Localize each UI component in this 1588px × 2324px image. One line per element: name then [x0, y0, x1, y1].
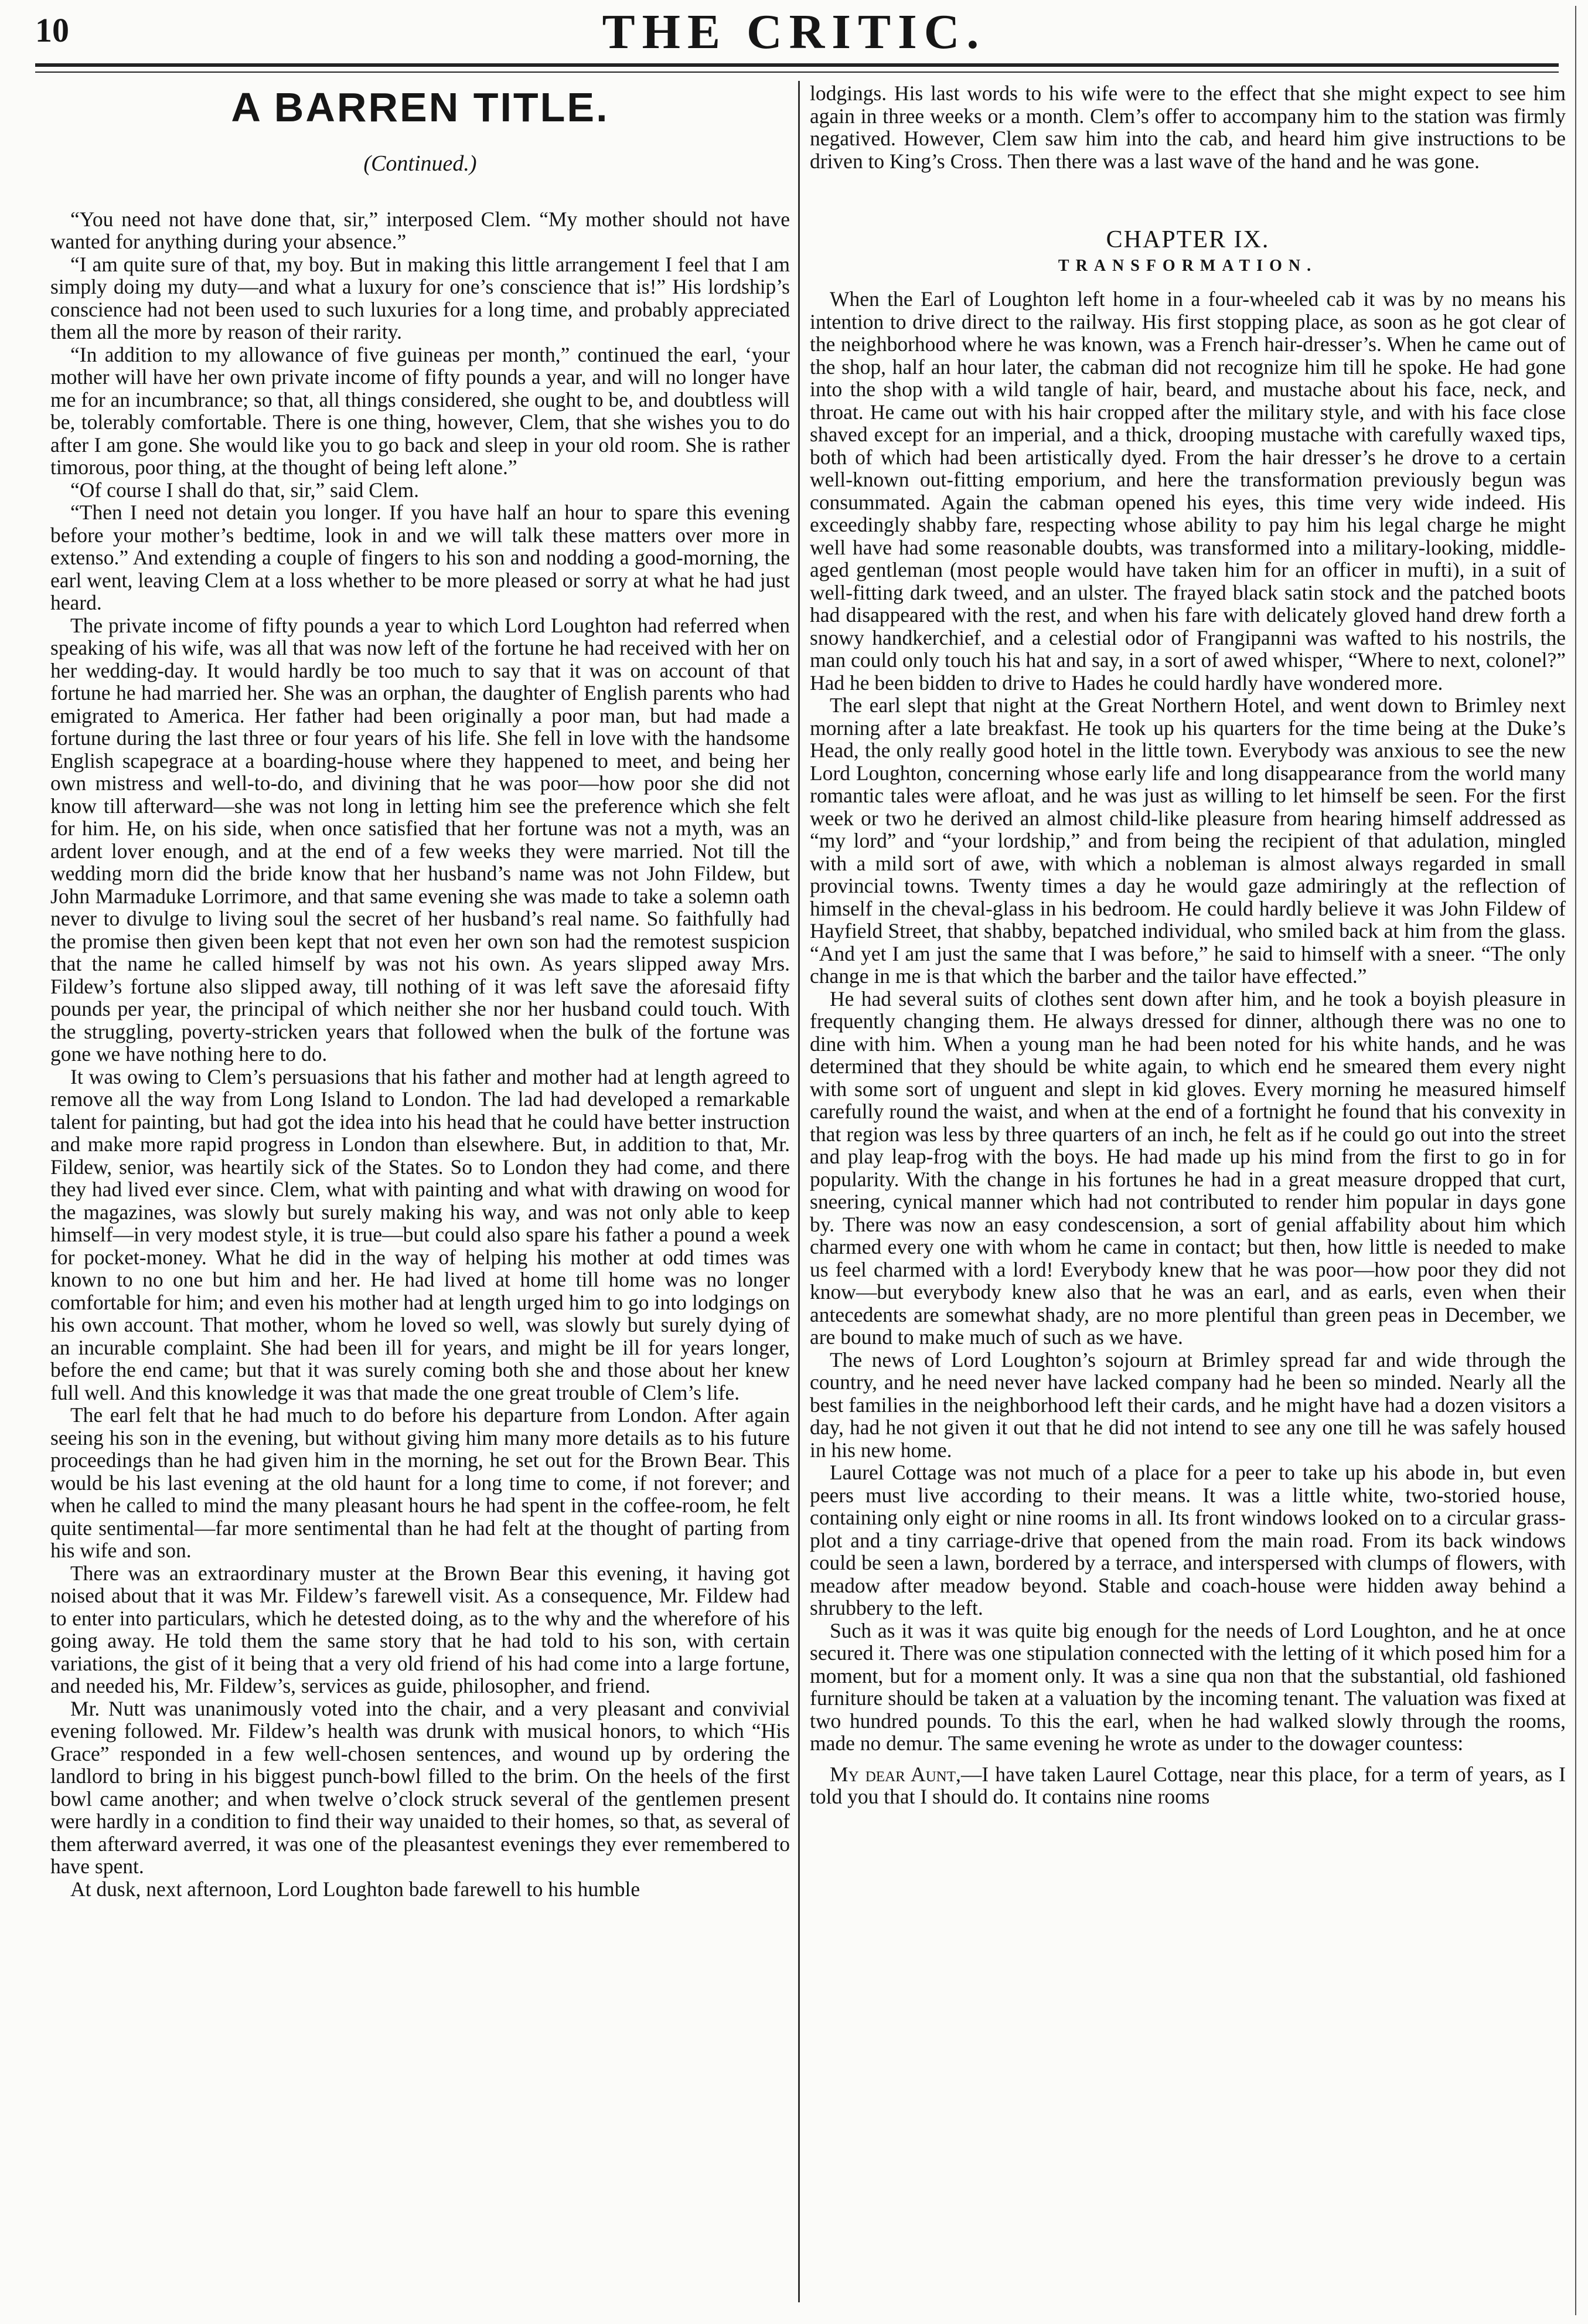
paragraph: There was an extraordinary muster at the Brown Bear this evening, it having got noised about that it was Mr. Fildew’s farewell visit. As a consequence, Mr. Fildew had to enter into particulars, which he detested doing, as to the why and the wherefore of his going away. He told them the same story that he had told to his son, with certain variations, the gist of it being that a very old friend of his had come into a large fortune, and needed his, Mr. Fildew’s, services as guide, philosopher, and friend.	[50, 1561, 790, 1697]
letter-text: —I have taken Laurel Cottage, near this place, for a term of years, as I told you that I should do. It contains nine rooms	[810, 1762, 1566, 1808]
paragraph: “Of course I shall do that, sir,” said Clem.	[70, 478, 420, 502]
paragraph-continued: lodgings. His last words to his wife were to the effect that she might expect to see him again in three weeks or a month. Clem’s offer to accompany him to the station was firmly negatived. However, Clem saw him into the cab, and heard him give instructions to be driven to King’s Cross. Then there was a last wave of the hand and he was gone.	[810, 81, 1566, 173]
paragraph: “In addition to my allowance of five guineas per month,” continued the earl, ‘your mother will have her own private income of fifty pounds a year, and will no longer have me for an incumbrance; so that, all things considered, she ought to be, and doubtless will be, tolerably comfortable. There is one thing, however, Clem, that she wishes you to do after I am gone. She would like you to go back and sleep in your old room. She is rather timorous, poor thing, at the thought of being left alone.”	[50, 342, 790, 479]
paragraph: The news of Lord Loughton’s sojourn at Brimley spread far and wide through the country, and he need never have lacked company had he been so minded. Nearly all the best families in the neighborhood left their cards, and he might have had a dozen visitors a day, had he not given it out that he did not intend to see any one till he was safely housed in his new home.	[810, 1348, 1566, 1462]
chapter-subtitle: TRANSFORMATION.	[1058, 256, 1318, 275]
column-divider	[798, 81, 800, 2302]
paragraph: The earl felt that he had much to do before his departure from London. After again seeing his son in the evening, but without giving him many more details as to his future proceedings than he had given him in the morning, he set out for the Brown Bear. This would be his last evening at the old haunt for a long time to come, if not forever; and when he called to mind the many pleasant hours he had spent in the coffee-room, he felt quite sentimental—far more sentimental than he had felt at the thought of parting from his wife and son.	[50, 1403, 790, 1562]
letter-paragraph	[810, 1763, 1566, 1808]
paragraph: The earl slept that night at the Great Northern Hotel, and went down to Brimley next morning after a late breakfast. He took up his quarters for the time being at the Duke’s Head, the only really good hotel in the little town. Everybody was anxious to see the new Lord Loughton, concerning whose early life and long disappearance from the world many romantic tales were afloat, and he was just as willing to let himself be seen. For the first week or two he derived an almost child-like pleasure from hearing himself addressed as “my lord” and “your lordship,” and from being the recipient of that adulation, mingled with a mild sort of awe, with which a nobleman is almost always regarded in small provincial towns. Twenty times a day he would gaze admiringly at the reflection of himself in the cheval-glass in his bedroom. He could hardly believe it was John Fildew of Hayfield Street, that shabby, bepatched individual, who smiled back at him from the glass. “And yet I am just the same that I was before,” he said to himself with a sneer. “The only change in me is that which the barber and the tailor have effected.”	[810, 693, 1566, 988]
paragraph: “I am quite sure of that, my boy. But in making this little arrangement I feel that I am simply doing my duty—and what a luxury for one’s conscience that is!” His lordship’s conscience had not been used to such luxuries for a long time, and probably appreciated them all the more by reason of their rarity.	[50, 252, 790, 343]
paragraph: Laurel Cottage was not much of a place for a peer to take up his abode in, but even peers must live according to their means. It was a little white, two-storied house, containing only eight or nine rooms in all. Its front windows looked on to a circular grass-plot and a tiny carriage-drive that opened from the main road. From its back windows could be seen a lawn, bordered by a terrace, and interspersed with clumps of flowers, with meadow after meadow beyond. Stable and coach-house were hidden away behind a shrubbery to the left.	[810, 1461, 1566, 1619]
paragraph: When the Earl of Loughton left home in a four-wheeled cab it was by no means his intention to drive direct to the railway. His first stopping place, as soon as he got clear of the neighborhood where he was known, was a French hair-dresser’s. When he came out of the shop, half an hour later, the cabman did not recognize him till he spoke. He had gone into the shop with a wild tangle of hair, beard, and mustache about his face, neck, and throat. He came out with his hair cropped after the military style, and with his face close shaved except for an imperial, and a thick, drooping mustache with carefully waxed tips, both of which had been artistically dyed. From the hair dresser’s he drove to a certain well-known out-fitting emporium, and here the transformation previously begun was consummated. Again the cabman opened his eyes, this time very wide indeed. His exceedingly shabby fare, respecting whose ability to pay him his legal charge he might well have had some reasonable doubts, was transformed into a military-looking, middle-aged gentleman (most people would have taken him for an officer in mufti), in a suit of well-fitting dark tweed, and an ulster. The frayed black satin stock and the patched boots had disappeared with the rest, and when his fare with delicately gloved hand drew forth a snowy handkerchief, and a celestial odor of Frangipanni was wafted to his nostrils, the man could only touch his hat and say, in a sort of awed whisper, “Where to next, colonel?” Had he been bidden to drive to Hades he could hardly have wondered more.	[810, 287, 1566, 695]
paragraph: Such as it was it was quite big enough for the needs of Lord Loughton, and he at once secured it. There was one stipulation connected with the letting of it which posed him for a moment, but for a moment only. It was a sine qua non that the substantial, old fashioned furniture should be taken at a valuation by the incoming tenant. The valuation was fixed at two hundred pounds. To this the earl, when he had walked slowly through the rooms, made no demur. The same evening he wrote as under to the dowager countess:	[810, 1618, 1566, 1755]
chapter-heading: CHAPTER IX.	[1106, 226, 1270, 253]
paragraph: At dusk, next afternoon, Lord Loughton bade farewell to his humble	[70, 1877, 640, 1901]
page-edge-line	[1575, 6, 1576, 2315]
paragraph: “You need not have done that, sir,” interposed Clem. “My mother should not have wanted for anything during your absence.”	[50, 207, 790, 253]
paragraph: “Then I need not detain you longer. If you have half an hour to spare this evening before your mother’s bedtime, look in and we will talk these matters over more in extenso.” And extending a couple of fingers to his son and nodding a good-morning, the earl went, leaving Clem at a loss whether to be more pleased or sorry at what he had just heard.	[50, 501, 790, 614]
paragraph: Mr. Nutt was unanimously voted into the chair, and a very pleasant and convivial evening followed. Mr. Fildew’s health was drunk with musical honors, to which “His Grace” responded in a few well-chosen sentences, and wound up by ordering the landlord to bring in his biggest punch-bowl filled to the brim. On the heels of the first bowl came another; and when twelve o’clock struck several of the gentlemen present were hardly in a condition to find their way unaided to their homes, so that, as several of them afterward averred, it was one of the pleasantest evenings they ever remembered to have spent.	[50, 1696, 790, 1878]
paragraph: The private income of fifty pounds a year to which Lord Loughton had referred when speaking of his wife, was all that was now left of the fortune he had received with her on her wedding-day. It would hardly be too much to say that it was on account of that fortune he had married her. She was an orphan, the daughter of English parents who had emigrated to America. Her father had been originally a poor man, but had made a fortune during the last three or four years of his life. She fell in love with the handsome English scapegrace at a boarding-house where they happened to meet, and being her own mistress and well-to-do, and divining that he was poor—how poor she did not know till afterward—she was not long in letting him see the preference which she felt for him. He, on his side, when once satisfied that her fortune was not a myth, was an ardent lover enough, and at the end of a few weeks they were married. Not till the wedding morn did the bride know that her husband’s name was not John Fildew, but John Marmaduke Lorrimore, and that same evening she was made to take a solemn oath never to divulge to living soul the secret of her husband’s real name. So faithfully had the promise then given been kept that not even her own son had the remotest suspicion that the name he called himself by was not his own. As years slipped away Mrs. Fildew’s fortune also slipped away, till nothing of it was left save the aforesaid fifty pounds per year, the principal of which neither she nor her husband could touch. With the struggling, poverty-stricken years that followed when the bulk of the fortune was gone we have nothing here to do.	[50, 613, 790, 1066]
left-column	[50, 82, 790, 1900]
page-number: 10	[35, 11, 69, 49]
paragraph: He had several suits of clothes sent down after him, and he took a boyish pleasure in frequently changing them. He always dressed for dinner, although there was no one to dine with him. When a young man he had been noted for his white hands, and he was determined that they should be white again, to which end he smeared them every night with some sort of unguent and slept in kid gloves. Every morning he measured himself carefully round the waist, and when at the end of a fortnight he found that his convexity in that region was less by three quarters of an inch, he felt as if he could go out into the street and play leap-frog with the boys. He had made up his mind from the first to go in for popularity. With the change in his fortunes he had in a great measure dropped that curt, sneering, cynical manner which had not contributed to render him popular in days gone by. There was now an easy condescension, a sort of genial affability about him which charmed every one with whom he came in contact; but then, how little is needed to make us feel charmed with a lord! Everybody knew that he was poor—how poor they did not know—but everybody knew also that he was an earl, and as earls, even when their antecedents are somewhat shady, are no more plentiful than green peas in December, we are bound to make much of such as we have.	[810, 986, 1566, 1349]
header-rule-thin	[35, 72, 1559, 73]
masthead: THE CRITIC.	[602, 5, 986, 59]
right-column	[810, 82, 1566, 1808]
letter-salutation: My dear Aunt,	[830, 1762, 961, 1786]
article-title: A BARREN TITLE.	[231, 84, 609, 130]
header-rule-thick	[35, 63, 1559, 67]
paragraph: It was owing to Clem’s persuasions that his father and mother had at length agreed to remove all the way from Long Island to London. The lad had developed a remarkable talent for painting, but had got the idea into his head that he could have better instruction and make more rapid progress in London than elsewhere. But, in addition to that, Mr. Fildew, senior, was heartily sick of the States. So to London they had come, and there they had lived ever since. Clem, what with painting and what with drawing on wood for the magazines, was slowly but surely making his way, and was not only able to keep himself—in very modest style, it is true—but could also spare his father a pound a week for pocket-money. What he did in the way of helping his mother at odd times was known to no one but him and her. He had lived at home till home was no longer comfortable for him; and even his mother had at length urged him to go into lodgings on his own account. That mother, whom he loved so well, was slowly but surely dying of an incurable complaint. She had been ill for years, and might be ill for years longer, before the end came; but that it was surely coming both she and those about her knew full well. And this knowledge it was that made the one great trouble of Clem’s life.	[50, 1064, 790, 1404]
continued-label: (Continued.)	[363, 151, 477, 176]
